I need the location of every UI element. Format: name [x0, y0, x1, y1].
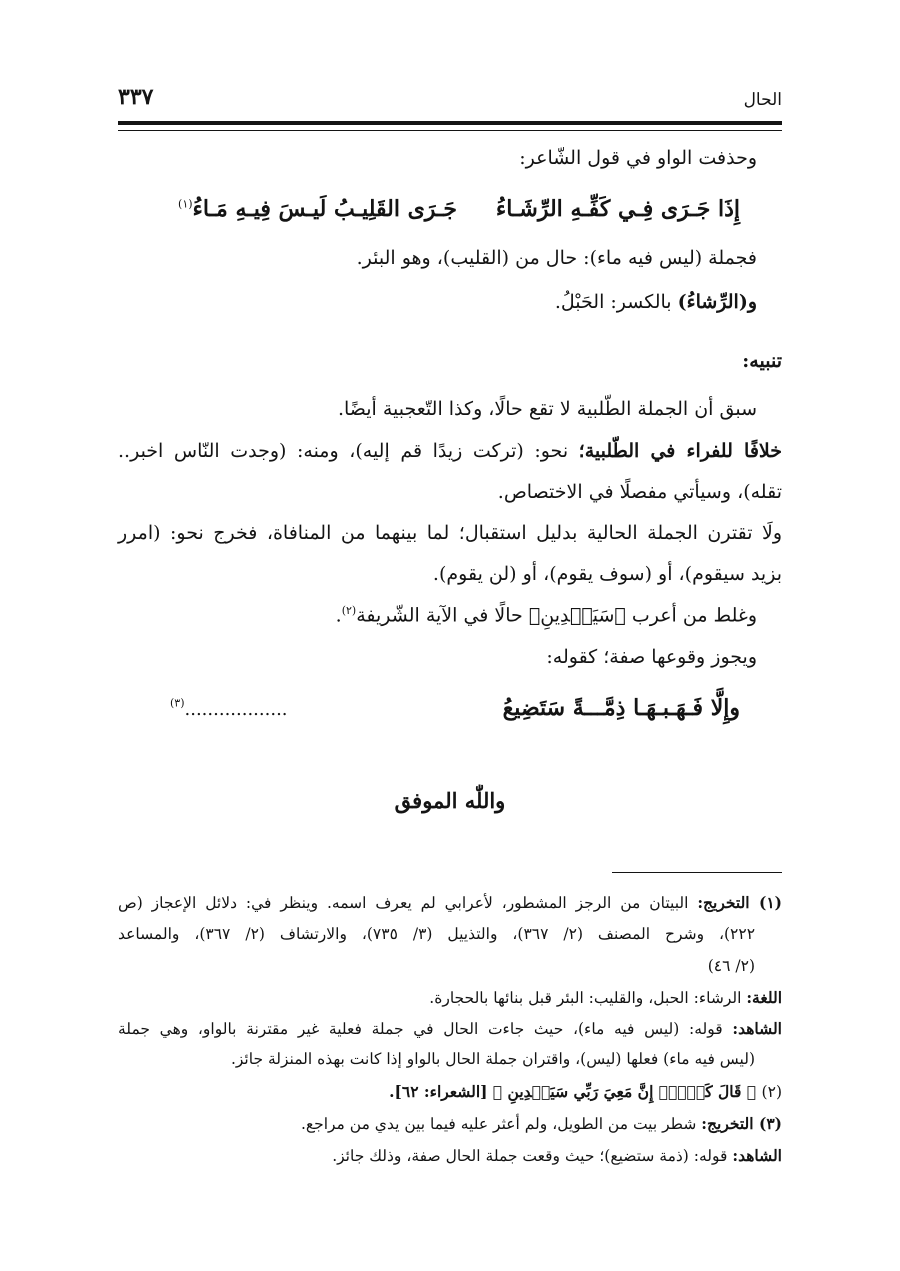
- explain-line-1: فجملة (ليس فيه ماء): حال من (القليب)، وهو البئر.: [356, 247, 757, 269]
- paragraph-2-line-2: تقله)، وسيأتي مفصلًا في الاختصاص.: [497, 481, 782, 503]
- paragraph-5: ويجوز وقوعها صفة؛ كقوله:: [546, 646, 757, 668]
- header-rule-thin: [118, 130, 782, 131]
- closing-phrase: واللّٰه الموفق: [394, 788, 506, 813]
- verse2-hemistich-left: [170, 695, 288, 721]
- paragraph-3-line-2: بزيد سيقوم)، أو (سوف يقوم)، أو (لن يقوم).: [432, 563, 782, 585]
- verse2-ellipsis: ..................: [184, 699, 288, 720]
- paragraph-3-line-1: ولَا تقترن الجملة الحالية بدليل استقبال؛ لما بينهما من المنافاة، فخرج نحو: (امرر: [118, 522, 782, 544]
- verse1-hemistich-left: [178, 196, 457, 222]
- footnote-1-shahid-line-1: [118, 1019, 782, 1038]
- footnote-1-text: البيتان من الرجز المشطور، لأعرابي لم يعرف اسمه. وينظر في: دلائل الإعجاز (ص: [118, 894, 698, 912]
- footnote-1-shahid-text: قوله: (ليس فيه ماء)، حيث جاءت الحال في جملة فعلية غير مقترنة بالواو، وهي جملة: [118, 1020, 733, 1038]
- paragraph-2-line-1: [118, 440, 782, 462]
- footnote-1-line-2: ٢٢٢)، وشرح المصنف (٢/ ٣٦٧)، والتذييل (٣/ ٧٣٥)، والارتشاف (٢/ ٣٦٧)، والمساعد: [118, 925, 756, 943]
- footnote-3: [301, 1114, 782, 1133]
- intro-line: وحذفت الواو في قول الشّاعر:: [519, 147, 757, 169]
- tanbih-heading: تنبيه:: [742, 350, 782, 372]
- footnote-1-line-1: [118, 893, 782, 912]
- explain-line-2: [555, 291, 757, 313]
- footnote-1-language-label: اللغة:: [746, 988, 782, 1007]
- verse2-hemistich-right: وإِلَّا فَـهَـبـهَـا ذِمَّـــةً سَتَضِيعُ: [502, 695, 740, 721]
- footnote-3-text: شطر بيت من الطويل، ولم أعثر عليه فيما بين يدي من مراجع.: [300, 1115, 702, 1133]
- footnote-separator: [612, 872, 782, 873]
- footnote-2-text: ﴿ قَالَ كَلَّآۖ إِنَّ مَعِيَ رَبِّي سَيَهۡدِينِ ﴾ [الشعراء: ٦٢].: [389, 1082, 762, 1101]
- footnote-2-number: (٢): [761, 1083, 782, 1101]
- paragraph-4-end: .: [335, 604, 342, 627]
- footnote-1-shahid-label: الشاهد:: [732, 1019, 782, 1038]
- explain-line-2-rest: بالكسر: الحَبْلُ.: [554, 291, 678, 313]
- paragraph-1: سبق أن الجملة الطّلبية لا تقع حالًا، وكذا التّعجبية أيضًا.: [337, 398, 757, 420]
- footnote-1-label: (١) التخريج:: [697, 893, 782, 912]
- footnote-3-label: (٣) التخريج:: [701, 1114, 782, 1133]
- footnote-3-shahid-label: الشاهد:: [732, 1146, 782, 1165]
- paragraph-2-rest: نحو: (تركت زيدًا قم إليه)، ومنه: (وجدت النّاس اخبر..: [118, 440, 579, 462]
- verse1-hemistich-left-text: جَـرَى القَلِيـبُ لَيـسَ فِيـهِ مَـاءُ: [192, 196, 457, 222]
- footnote-1-language-text: الرشاء: الحبل، والقليب: البئر قبل بنائها بالحجارة.: [429, 989, 747, 1007]
- footnote-ref-2: (٢): [341, 604, 357, 617]
- header-rule-thick: [118, 121, 782, 125]
- paragraph-4-text: وغلط من أعرب ﴿سَيَهۡدِينِ﴾ حالًا في الآية الشّريفة: [356, 604, 757, 627]
- paragraph-4: [336, 604, 757, 626]
- footnote-ref-1: (١): [178, 197, 193, 211]
- footnote-1-line-3: (٢/ ٤٦): [707, 957, 755, 975]
- paragraph-2-bold: خلافًا للفراء في الطّلبية؛: [578, 440, 782, 462]
- footnote-2: [389, 1082, 782, 1101]
- footnote-1-shahid-line-2: (ليس فيه ماء) فعلها (ليس)، واقتران جملة الحال بالواو إذا كانت بهذه المنزلة جائز.: [230, 1050, 755, 1068]
- footnote-ref-3: (٣): [170, 696, 185, 710]
- footnote-3-shahid: [332, 1146, 782, 1165]
- page-header: [118, 84, 782, 110]
- footnote-1-language: [429, 988, 782, 1007]
- explain-line-2-bold: و(الرِّشاءُ): [677, 291, 757, 313]
- footnote-3-shahid-text: قوله: (ذمة ستضيع)؛ حيث وقعت جملة الحال صفة، وذلك جائز.: [332, 1147, 733, 1165]
- page-number: ٣٣٧: [118, 84, 154, 110]
- verse1-hemistich-right: إِذَا جَـرَى فِـي كَفِّـهِ الرِّشَـاءُ: [495, 196, 740, 222]
- chapter-title: الحال: [743, 90, 782, 110]
